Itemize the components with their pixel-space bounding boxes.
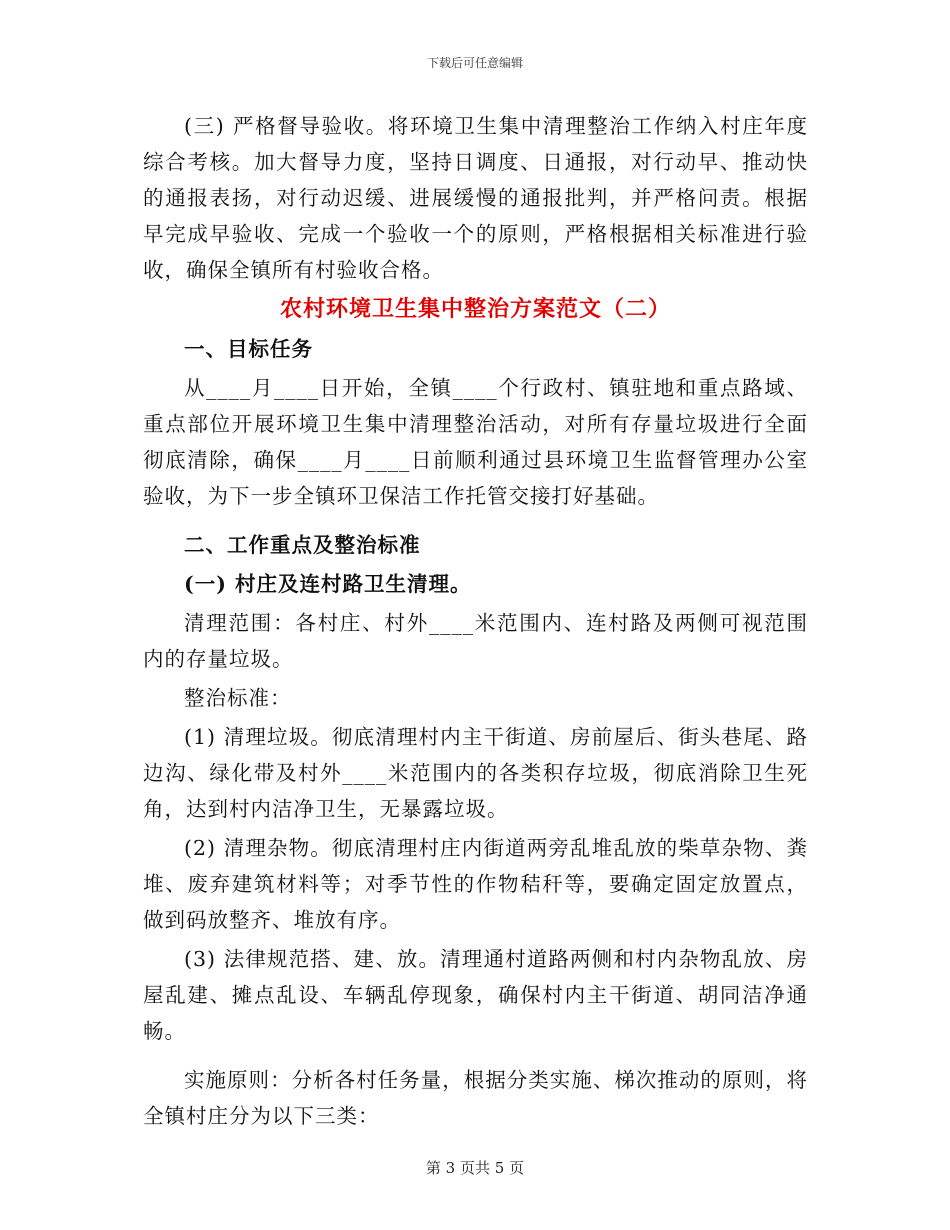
heading-village-cleanup: (一) 村庄及连村路卫生清理。 xyxy=(184,572,472,596)
document-body xyxy=(143,108,808,1137)
paragraph-clean-debris: (2) 清理杂物。彻底清理村庄内街道两旁乱堆乱放的柴草杂物、粪堆、废弃建筑材料等；对季节性的作物秸秆等，要确定固定放置点，做到码放整齐、堆放有序。 xyxy=(143,836,808,932)
heading-key-work: 二、工作重点及整治标准 xyxy=(184,533,421,557)
paragraph-regulate-building: (3) 法律规范搭、建、放。清理通村道路两侧和村内杂物乱放、房屋乱建、摊点乱设、车辆乱停现象，确保村内主干街道、胡同洁净通畅。 xyxy=(143,947,808,1043)
paragraph-clean-garbage: (1) 清理垃圾。彻底清理村内主干街道、房前屋后、街头巷尾、路边沟、绿化带及村外____米范围内的各类积存垃圾，彻底消除卫生死角，达到村内洁净卫生，无暴露垃圾。 xyxy=(143,725,808,821)
paragraph-supervision: (三) 严格督导验收。将环境卫生集中清理整治工作纳入村庄年度综合考核。加大督导力度，坚持日调度、日通报，对行动早、推动快的通报表扬，对行动迟缓、进展缓慢的通报批判，并严格问责。根据早完成早验收、完成一个验收一个的原则，严格根据相关标准进行验收，确保全镇所有村验收合格。 xyxy=(143,114,808,282)
heading-goals: 一、目标任务 xyxy=(184,337,313,361)
paragraph-cleanup-scope: 清理范围：各村庄、村外____米范围内、连村路及两侧可视范围内的存量垃圾。 xyxy=(143,611,808,671)
paragraph-standards-label: 整治标准： xyxy=(184,686,292,710)
page-number: 第 3 页共 5 页 xyxy=(425,1159,525,1177)
paragraph-goals: 从____月____日开始，全镇____个行政村、镇驻地和重点路域、重点部位开展环境卫生集中清理整治活动，对所有存量垃圾进行全面彻底清除，确保____月____日前顺利通过县环境卫生监督管理办公室验收，为下一步全镇环卫保洁工作托管交接打好基础。 xyxy=(143,376,808,508)
section-title: 农村环境卫生集中整治方案范文（二） xyxy=(279,296,671,322)
paragraph-implementation: 实施原则：分析各村任务量，根据分类实施、梯次推动的原则，将全镇村庄分为以下三类： xyxy=(143,1068,808,1128)
header-note: 下载后可任意编辑 xyxy=(426,56,523,70)
